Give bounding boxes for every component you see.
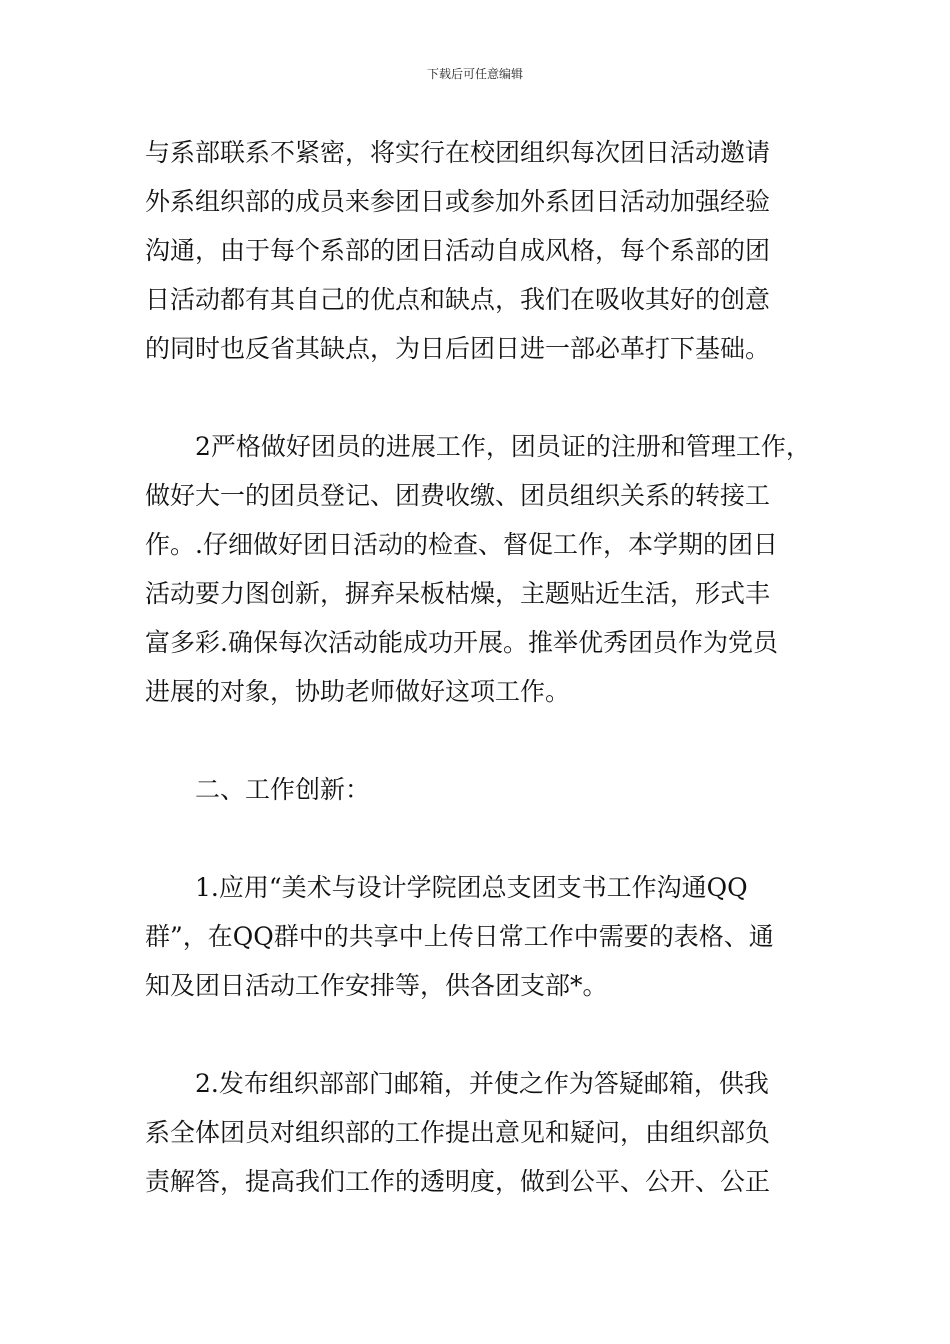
text-line: 群”，在QQ群中的共享中上传日常工作中需要的表格、通 bbox=[145, 922, 774, 951]
text-line: 活动要力图创新，摒弃呆板枯燥，主题贴近生活，形式丰 bbox=[145, 579, 771, 608]
paragraph-1 bbox=[145, 128, 810, 373]
text-line: 系全体团员对组织部的工作提出意见和疑问，由组织部负 bbox=[145, 1118, 771, 1147]
paragraph-2 bbox=[145, 422, 810, 716]
text-line: 责解答，提高我们工作的透明度，做到公平、公开、公正 bbox=[145, 1167, 771, 1196]
text-line: 的同时也反省其缺点，为日后团日进一部必革打下基础。 bbox=[145, 334, 771, 363]
text-line: 富多彩.确保每次活动能成功开展。推举优秀团员作为党员 bbox=[145, 628, 778, 657]
text-line: 外系组织部的成员来参团日或参加外系团日活动加强经验 bbox=[145, 187, 771, 216]
text-line: 知及团日活动工作安排等，供各团支部*。 bbox=[145, 971, 608, 1000]
text-line: 做好大一的团员登记、团费收缴、团员组织关系的转接工 bbox=[145, 481, 771, 510]
text-line: 2.发布组织部部门邮箱，并使之作为答疑邮箱，供我 bbox=[145, 1069, 769, 1098]
text-line: 1.应用“美术与设计学院团总支团支书工作沟通QQ bbox=[145, 873, 748, 902]
text-line: 进展的对象，协助老师做好这项工作。 bbox=[145, 677, 571, 706]
paragraph-4 bbox=[145, 1059, 810, 1206]
page-header: 下载后可任意编辑 bbox=[426, 67, 523, 81]
text-line: 2严格做好团员的进展工作，团员证的注册和管理工作， bbox=[145, 432, 811, 461]
section-heading bbox=[145, 765, 810, 814]
text-line: 作。.仔细做好团日活动的检查、督促工作，本学期的团日 bbox=[145, 530, 778, 559]
document-body bbox=[145, 128, 810, 1206]
text-line: 与系部联系不紧密，将实行在校团组织每次团日活动邀请 bbox=[145, 138, 771, 167]
text-line: 二、工作创新： bbox=[145, 775, 371, 804]
text-line: 沟通，由于每个系部的团日活动自成风格，每个系部的团 bbox=[145, 236, 771, 265]
paragraph-3 bbox=[145, 863, 810, 1010]
text-line: 日活动都有其自己的优点和缺点，我们在吸收其好的创意 bbox=[145, 285, 771, 314]
